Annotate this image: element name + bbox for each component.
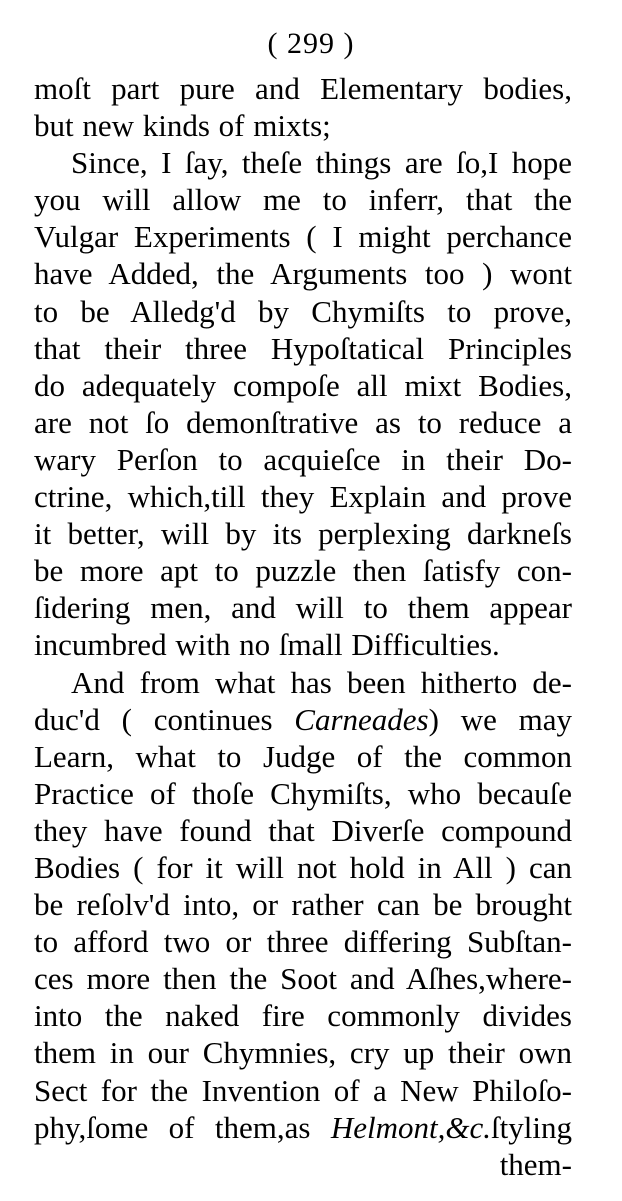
text-line: Sect for the Invention of a New Philoſo- [34,1072,572,1108]
text-line: do adequately compoſe all mixt Bodies, [34,367,572,403]
text-line: Since, I ſay, theſe things are ſo,I hope [71,145,572,181]
italic-name: Helmont,&c. [330,1109,492,1145]
text-line: but new kinds of mixts; [34,108,331,144]
text-line: have Added, the Arguments too ) wont [34,256,572,292]
text-line: ces more then the Soot and Aſhes,where- [34,961,572,997]
text-line: them in our Chymnies, cry up their own [34,1035,572,1071]
text-line: they have found that Diverſe compound [34,812,572,848]
text-line: that their three Hypoſtatical Principles [34,330,572,366]
text-span: duc'd ( continues [34,701,295,737]
catchword: them- [499,1146,572,1182]
text-line: be more apt to puzzle then ſatisfy con- [34,553,572,589]
text-line: Learn, what to Judge of the common [34,738,572,774]
text-line: Bodies ( for it will not hold in All ) can [34,849,572,885]
text-line: be reſolv'd into, or rather can be brought [34,887,572,923]
body-text [34,70,572,1183]
italic-name: Carneades [294,701,429,737]
text-line: ctrine, which,till they Explain and prove [34,479,572,515]
text-line: wary Perſon to acquieſce in their Do- [34,441,572,477]
text-line: incumbred with no ſmall Difficulties. [34,627,500,663]
text-line [34,1109,572,1146]
text-line: Vulgar Experiments ( I might perchance [34,219,572,255]
text-line: into the naked fire commonly divides [34,998,572,1034]
text-line: And from what has been hitherto de- [71,664,572,700]
text-line [34,701,572,738]
text-line: you will allow me to inferr, that the [34,182,572,218]
text-span: phy,ſome of them,as [34,1109,331,1145]
text-line: Practice of thoſe Chymiſts, who becauſe [34,775,572,811]
text-line: to be Alledg'd by Chymiſts to prove, [34,293,572,329]
text-line: are not ſo demonſtrative as to reduce a [34,404,572,440]
text-span: ſtyling [491,1109,572,1145]
text-line: moſt part pure and Elementary bodies, [34,71,572,106]
text-line: ſidering men, and will to them appear [34,590,572,626]
text-line: it better, will by its perplexing darkneſs [34,516,572,552]
text-line: to afford two or three differing Subſtan- [34,924,572,960]
page-number: ( 299 ) [267,27,355,60]
text-span: ) we may [428,701,573,737]
